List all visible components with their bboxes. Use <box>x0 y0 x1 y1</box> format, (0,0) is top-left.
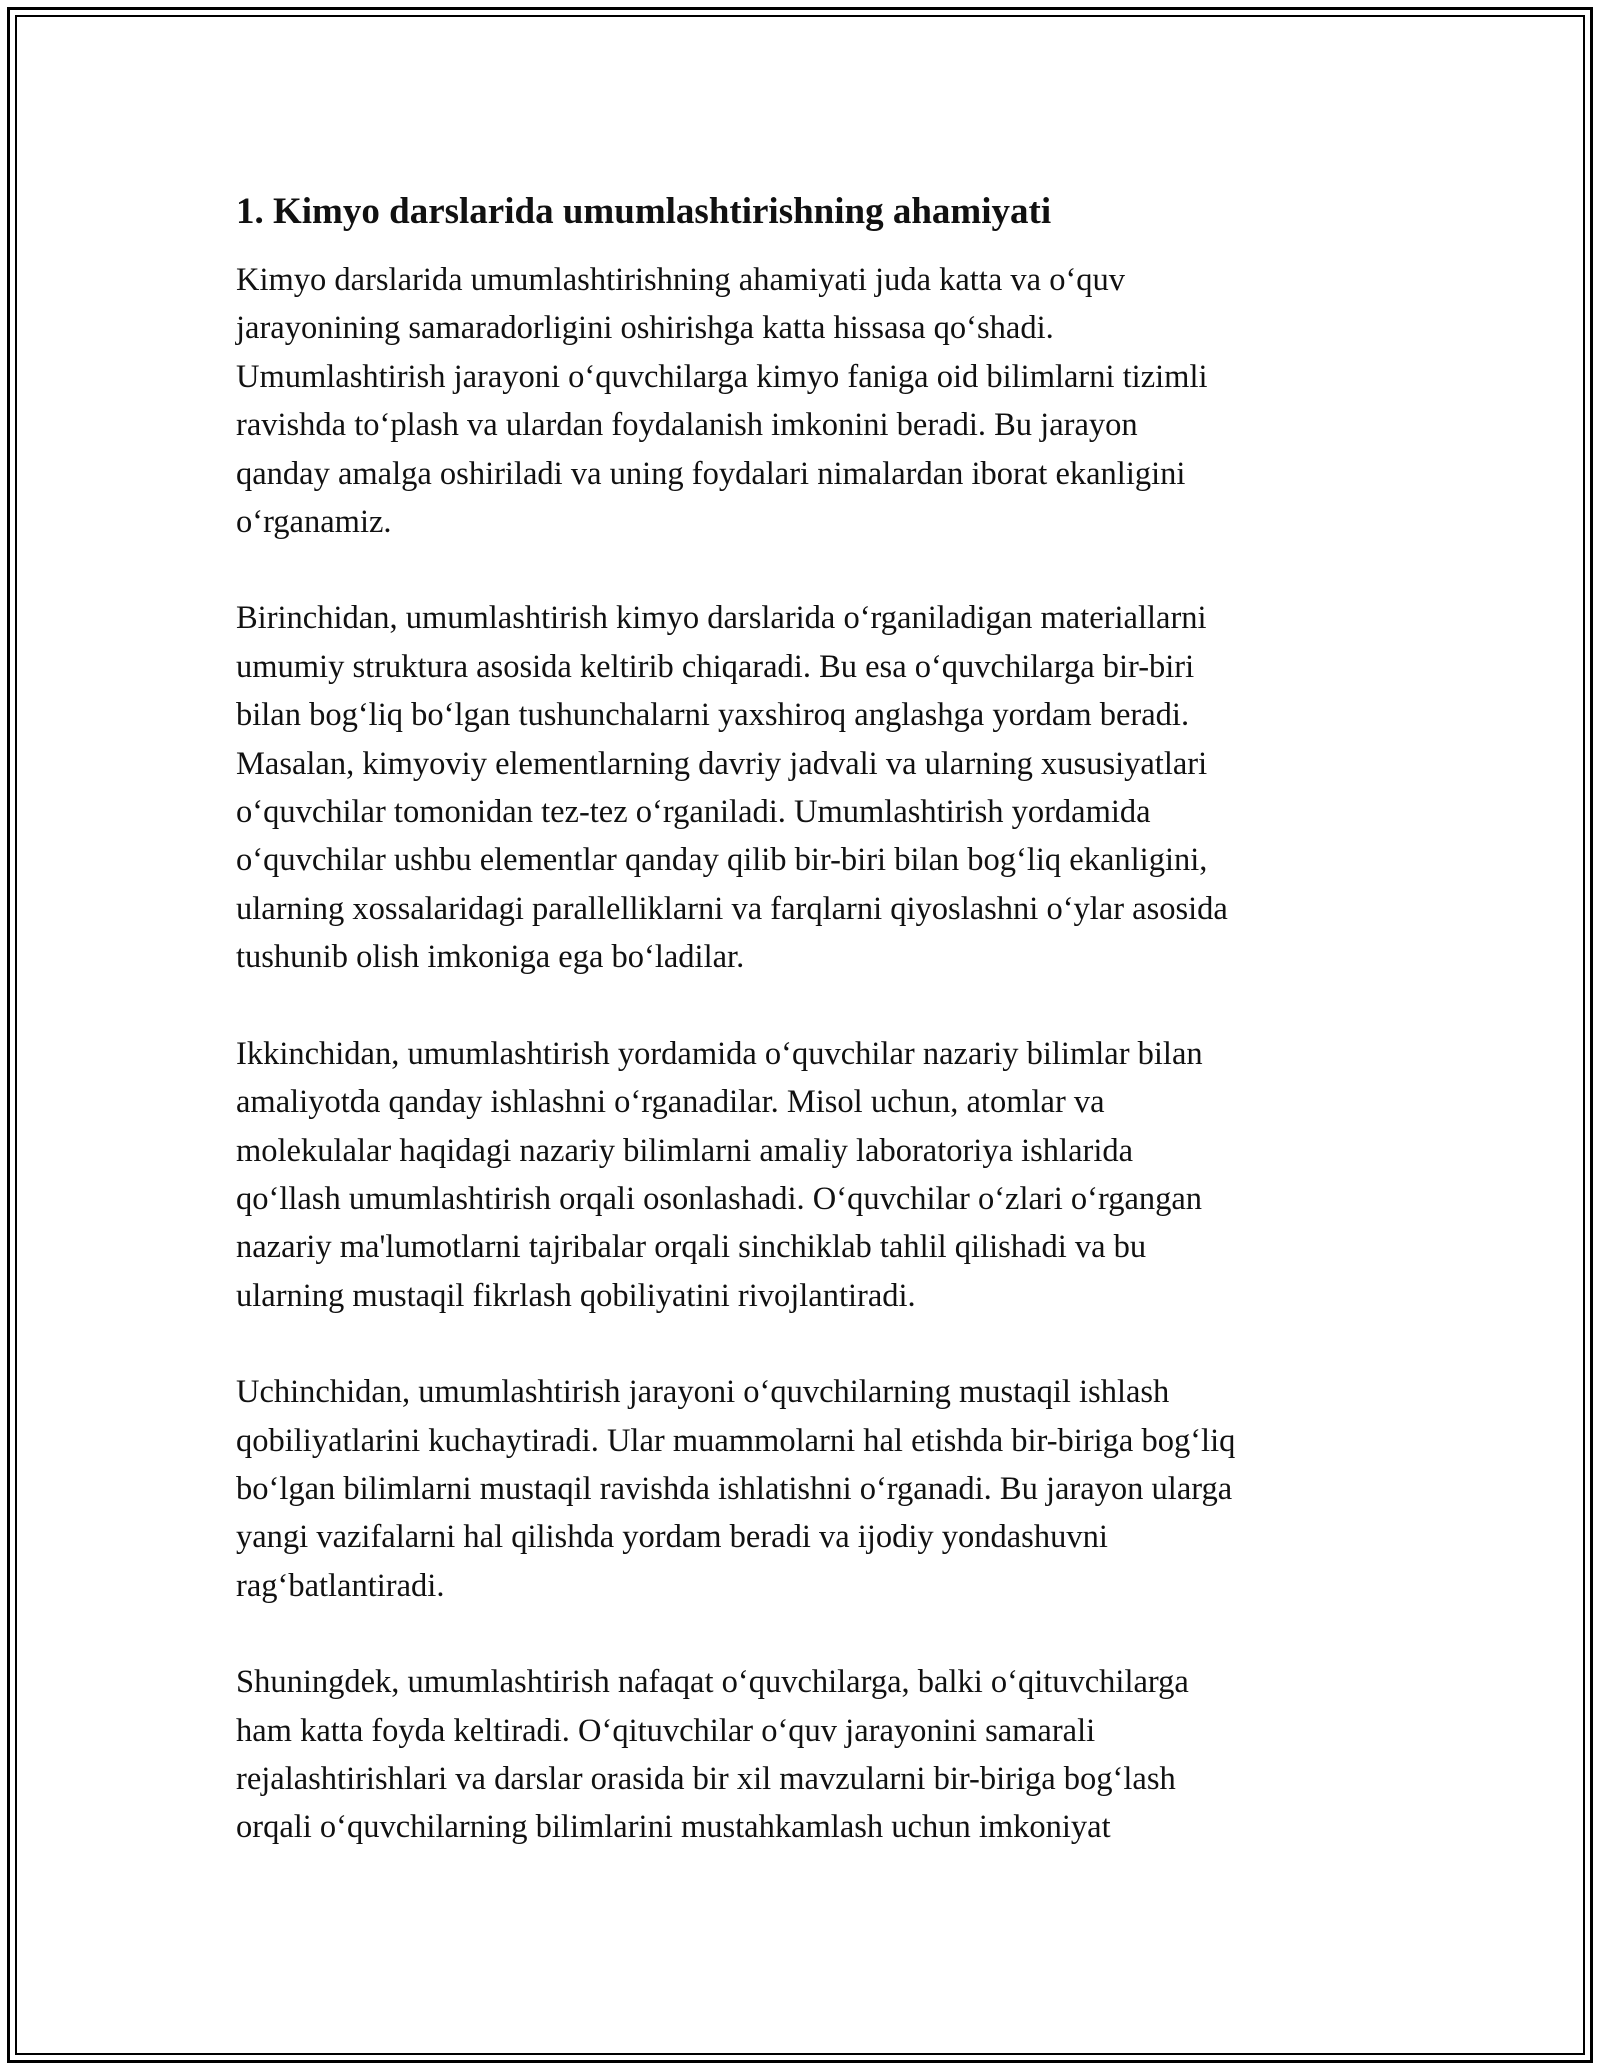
text-line: rejalashtirishlari va darslar orasida bir xil mavzularni bir-biriga bog‘lash <box>236 1760 1176 1797</box>
text-line: molekulalar haqidagi nazariy bilimlarni amaliy laboratoriya ishlarida <box>236 1132 1134 1169</box>
section-heading: 1. Kimyo darslarida umumlashtirishning ahamiyati <box>236 191 1052 232</box>
text-line: bilan bog‘liq bo‘lgan tushunchalarni yaxshiroq anglashga yordam beradi. <box>236 697 1190 734</box>
text-line: Umumlashtirish jarayoni o‘quvchilarga kimyo faniga oid bilimlarni tizimli <box>236 358 1208 395</box>
text-line: Shuningdek, umumlashtirish nafaqat o‘quvchilarga, balki o‘qituvchilarga <box>236 1664 1189 1701</box>
text-line: Uchinchidan, umumlashtirish jarayoni o‘quvchilarning mustaqil ishlash <box>236 1374 1170 1411</box>
text-line: ravishda to‘plash va ulardan foydalanish imkonini beradi. Bu jarayon <box>236 407 1138 444</box>
text-line: o‘quvchilar ushbu elementlar qanday qilib bir-biri bilan bog‘liq ekanligini, <box>236 842 1208 879</box>
paragraph-second <box>236 1030 1386 1320</box>
text-line: qanday amalga oshiriladi va uning foydalari nimalardan iborat ekanligini <box>236 455 1186 492</box>
paragraph-first <box>236 594 1386 981</box>
text-line: ularning mustaqil fikrlash qobiliyatini rivojlantiradi. <box>236 1277 916 1314</box>
paragraph-fourth <box>236 1658 1386 1852</box>
text-line: o‘quvchilar tomonidan tez-tez o‘rganiladi. Umumlashtirish yordamida <box>236 794 1151 831</box>
text-line: ularning xossalaridagi parallelliklarni va farqlarni qiyoslashni o‘ylar asosida <box>236 890 1228 927</box>
text-line: jarayonining samaradorligini oshirishga katta hissasa qo‘shadi. <box>236 310 1054 347</box>
text-line: rag‘batlantiradi. <box>236 1567 445 1604</box>
text-line: ham katta foyda keltiradi. O‘qituvchilar o‘quv jarayonini samarali <box>236 1712 1096 1749</box>
text-line: Kimyo darslarida umumlashtirishning ahamiyati juda katta va o‘quv <box>236 262 1126 298</box>
paragraph-intro <box>236 256 1386 546</box>
text-line: orqali o‘quvchilarning bilimlarini mustahkamlash uchun imkoniyat <box>236 1809 1111 1846</box>
text-line: qo‘llash umumlashtirish orqali osonlashadi. O‘quvchilar o‘zlari o‘rgangan <box>236 1180 1203 1217</box>
text-line: Birinchidan, umumlashtirish kimyo darslarida o‘rganiladigan materiallarni <box>236 600 1207 637</box>
text-line: Ikkinchidan, umumlashtirish yordamida o‘quvchilar nazariy bilimlar bilan <box>236 1035 1203 1072</box>
text-line: amaliyotda qanday ishlashni o‘rganadilar. Misol uchun, atomlar va <box>236 1084 1105 1121</box>
text-line: o‘rganamiz. <box>236 504 392 541</box>
text-line: qobiliyatlarini kuchaytiradi. Ular muammolarni hal etishda bir-biriga bog‘liq <box>236 1422 1236 1459</box>
text-line: nazariy ma'lumotlarni tajribalar orqali sinchiklab tahlil qilishadi va bu <box>236 1229 1147 1266</box>
text-line: Masalan, kimyoviy elementlarning davriy jadvali va ularning xususiyatlari <box>236 745 1208 782</box>
text-line: bo‘lgan bilimlarni mustaqil ravishda ishlatishni o‘rganadi. Bu jarayon ularga <box>236 1470 1233 1507</box>
text-line: tushunib olish imkoniga ega bo‘ladilar. <box>236 939 745 976</box>
text-line: umumiy struktura asosida keltirib chiqaradi. Bu esa o‘quvchilarga bir-biri <box>236 648 1195 685</box>
paragraph-third <box>236 1368 1386 1610</box>
text-line: yangi vazifalarni hal qilishda yordam beradi va ijodiy yondashuvni <box>236 1519 1108 1556</box>
document-body <box>236 184 1386 1900</box>
